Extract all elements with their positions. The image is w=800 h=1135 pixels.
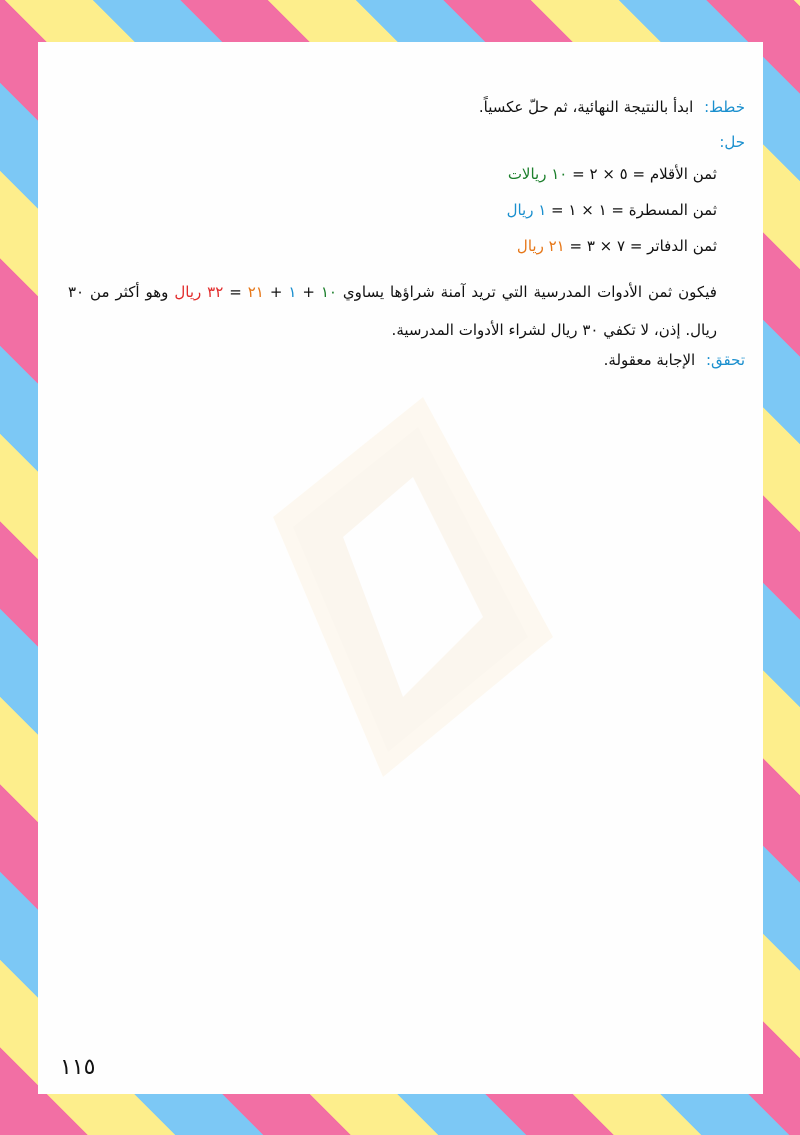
summary-paragraph bbox=[68, 273, 745, 349]
calc-line-pens bbox=[68, 165, 745, 187]
calc-line-notebooks bbox=[68, 237, 745, 259]
book-watermark-icon bbox=[253, 367, 553, 787]
calc-text: ثمن الدفاتر = ٧ × ٣ = bbox=[564, 237, 717, 255]
calc-result: ٢١ ريال bbox=[516, 237, 565, 255]
plus-sign: + bbox=[302, 283, 315, 301]
calc-text: ثمن الأقلام = ٥ × ٢ = bbox=[567, 165, 717, 183]
equals-sign: = bbox=[229, 283, 242, 301]
plus-sign: + bbox=[269, 283, 283, 301]
calc-result: ١٠ ريالات bbox=[507, 165, 568, 183]
summary-notebooks-value: ٢١ bbox=[247, 283, 264, 301]
plan-line bbox=[68, 98, 745, 120]
calc-line-ruler bbox=[68, 201, 745, 223]
summary-total: ٣٢ ريال bbox=[174, 283, 224, 301]
summary-suffix: وهو أكثر من ٣٠ ريال. إذن، لا تكفي ٣٠ ريال لشراء الأدوات المدرسية. bbox=[68, 283, 717, 339]
solve-line bbox=[68, 133, 745, 155]
plan-label: خطط: bbox=[704, 98, 745, 116]
page-content-area bbox=[38, 42, 763, 1094]
calc-result: ١ ريال bbox=[506, 201, 547, 219]
calc-text: ثمن المسطرة = ١ × ١ = bbox=[546, 201, 717, 219]
plan-text: ابدأ بالنتيجة النهائية، ثم حلّ عكسياً. bbox=[478, 98, 694, 116]
solve-label: حل: bbox=[719, 133, 745, 151]
page-number: ١١٥ bbox=[60, 1055, 96, 1080]
check-text: الإجابة معقولة. bbox=[603, 351, 696, 369]
check-line bbox=[68, 351, 745, 373]
check-label: تحقق: bbox=[705, 351, 745, 369]
summary-ruler-value: ١ bbox=[288, 283, 297, 301]
solution-text bbox=[68, 98, 745, 373]
summary-prefix: فيكون ثمن الأدوات المدرسية التي تريد آمنة شراؤها يساوي bbox=[342, 283, 717, 301]
summary-pens-value: ١٠ bbox=[320, 283, 337, 301]
